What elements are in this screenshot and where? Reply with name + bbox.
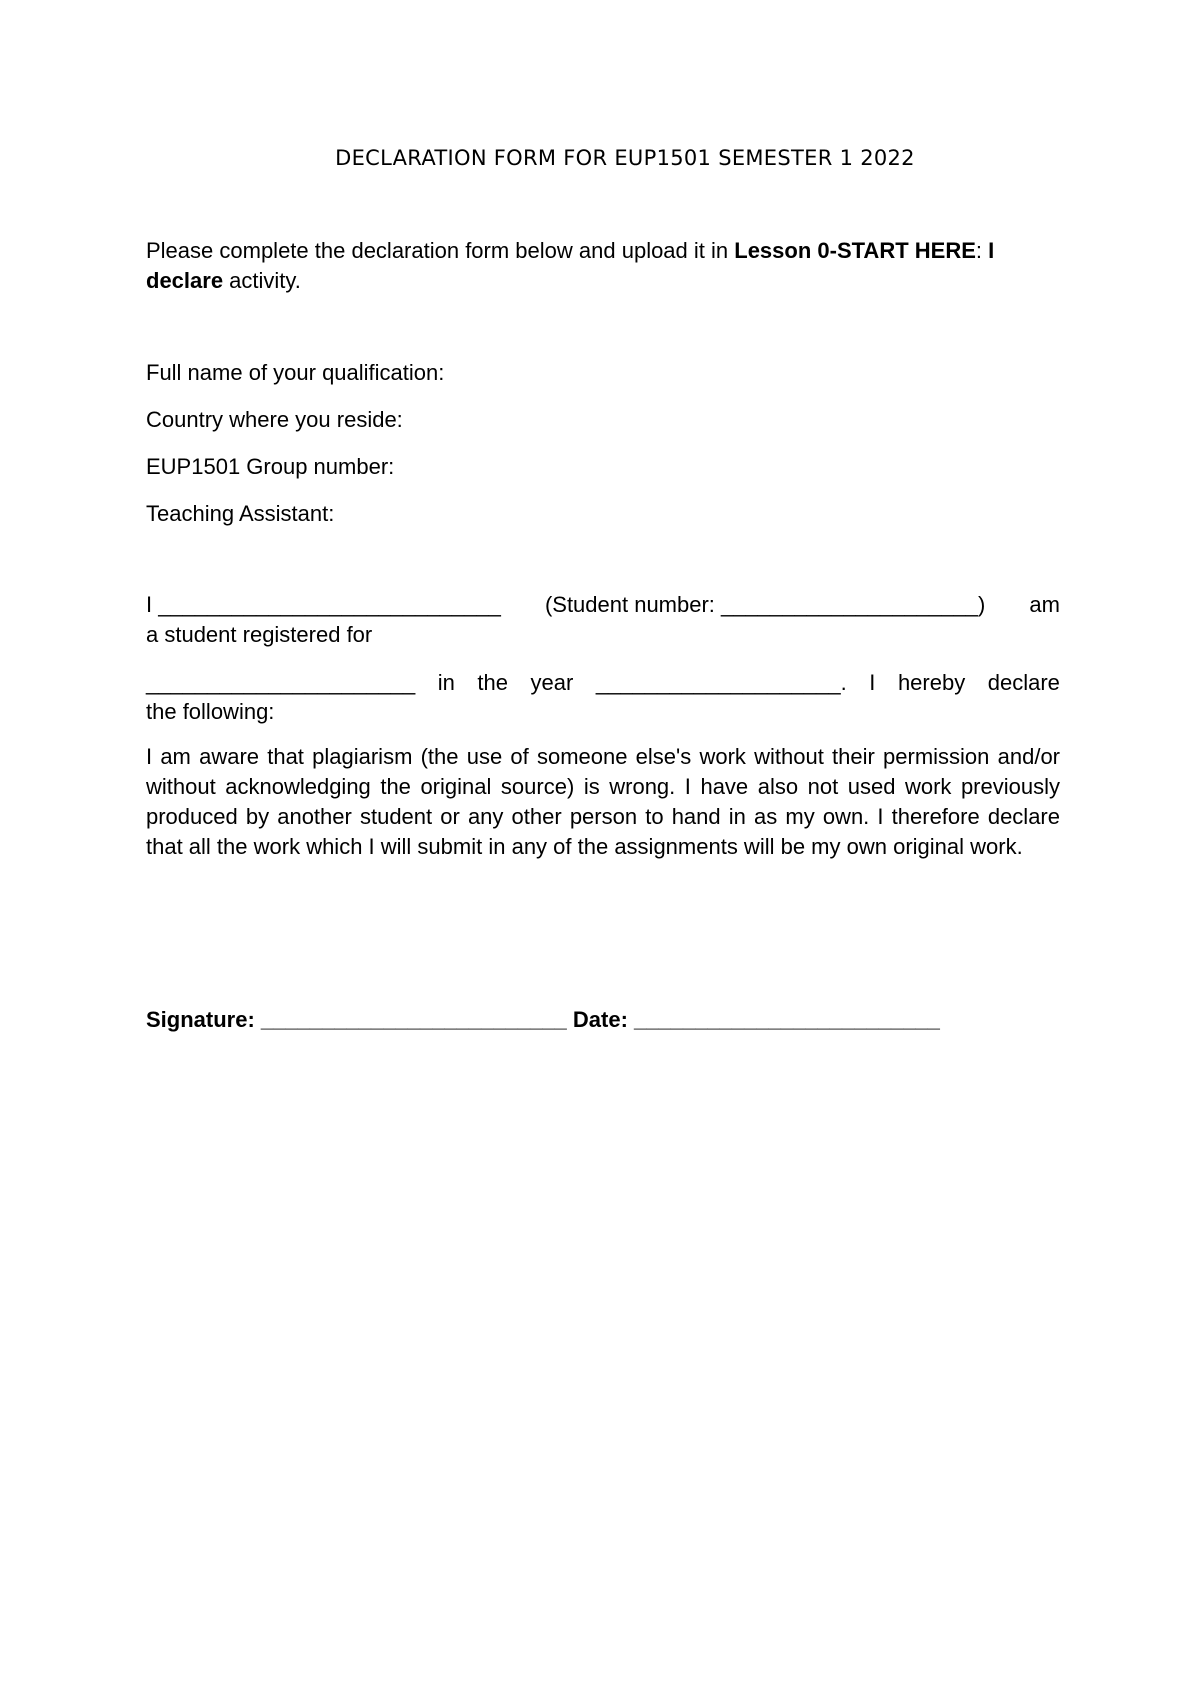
declaration-word: year — [530, 670, 574, 695]
declaration-line-2 — [146, 668, 1060, 698]
declaration-line-1-continued: a student registered for — [146, 622, 373, 647]
student-name-blank: I ____________________________ — [146, 592, 501, 617]
intro-text-3: activity. — [223, 268, 301, 293]
intro-text-2: : — [975, 238, 989, 263]
qualification-field-label: Full name of your qualification: — [146, 360, 445, 385]
student-number-blank: (Student number: _____________________) — [544, 592, 986, 617]
year-blank: ____________________. — [595, 670, 847, 695]
intro-text-1: Please complete the declaration form below and upload it in — [146, 238, 735, 263]
intro-activity-name: I declare — [146, 238, 995, 293]
declaration-word: the — [477, 670, 508, 695]
declaration-line-1 — [146, 590, 1060, 620]
country-field-label: Country where you reside: — [146, 407, 403, 432]
declaration-line-2-continued: the following: — [146, 699, 275, 724]
intro-lesson-name: Lesson 0-START HERE — [734, 238, 976, 263]
declaration-word: declare — [987, 670, 1060, 695]
declaration-word: hereby — [897, 670, 966, 695]
plagiarism-declaration-paragraph: I am aware that plagiarism (the use of someone else's work without their permission and/or without acknowledging the original source) is wrong. I have also not used work previously produced by another student or any other person to hand in as my own. I therefore declare that all the work which I will submit in any of the assignments will be my own original work. — [146, 744, 1060, 859]
declaration-word: am — [1029, 592, 1060, 617]
declaration-word: I — [869, 670, 876, 695]
declaration-word: in — [437, 670, 455, 695]
group-number-field-label: EUP1501 Group number: — [146, 454, 395, 479]
signature-date-line: Signature: _________________________ Date: _________________________ — [146, 1007, 940, 1032]
module-blank: ______________________ — [146, 670, 416, 695]
form-title: DECLARATION FORM FOR EUP1501 SEMESTER 1 2022 — [335, 146, 915, 170]
intro-paragraph — [146, 236, 1060, 296]
teaching-assistant-field-label: Teaching Assistant: — [146, 501, 335, 526]
